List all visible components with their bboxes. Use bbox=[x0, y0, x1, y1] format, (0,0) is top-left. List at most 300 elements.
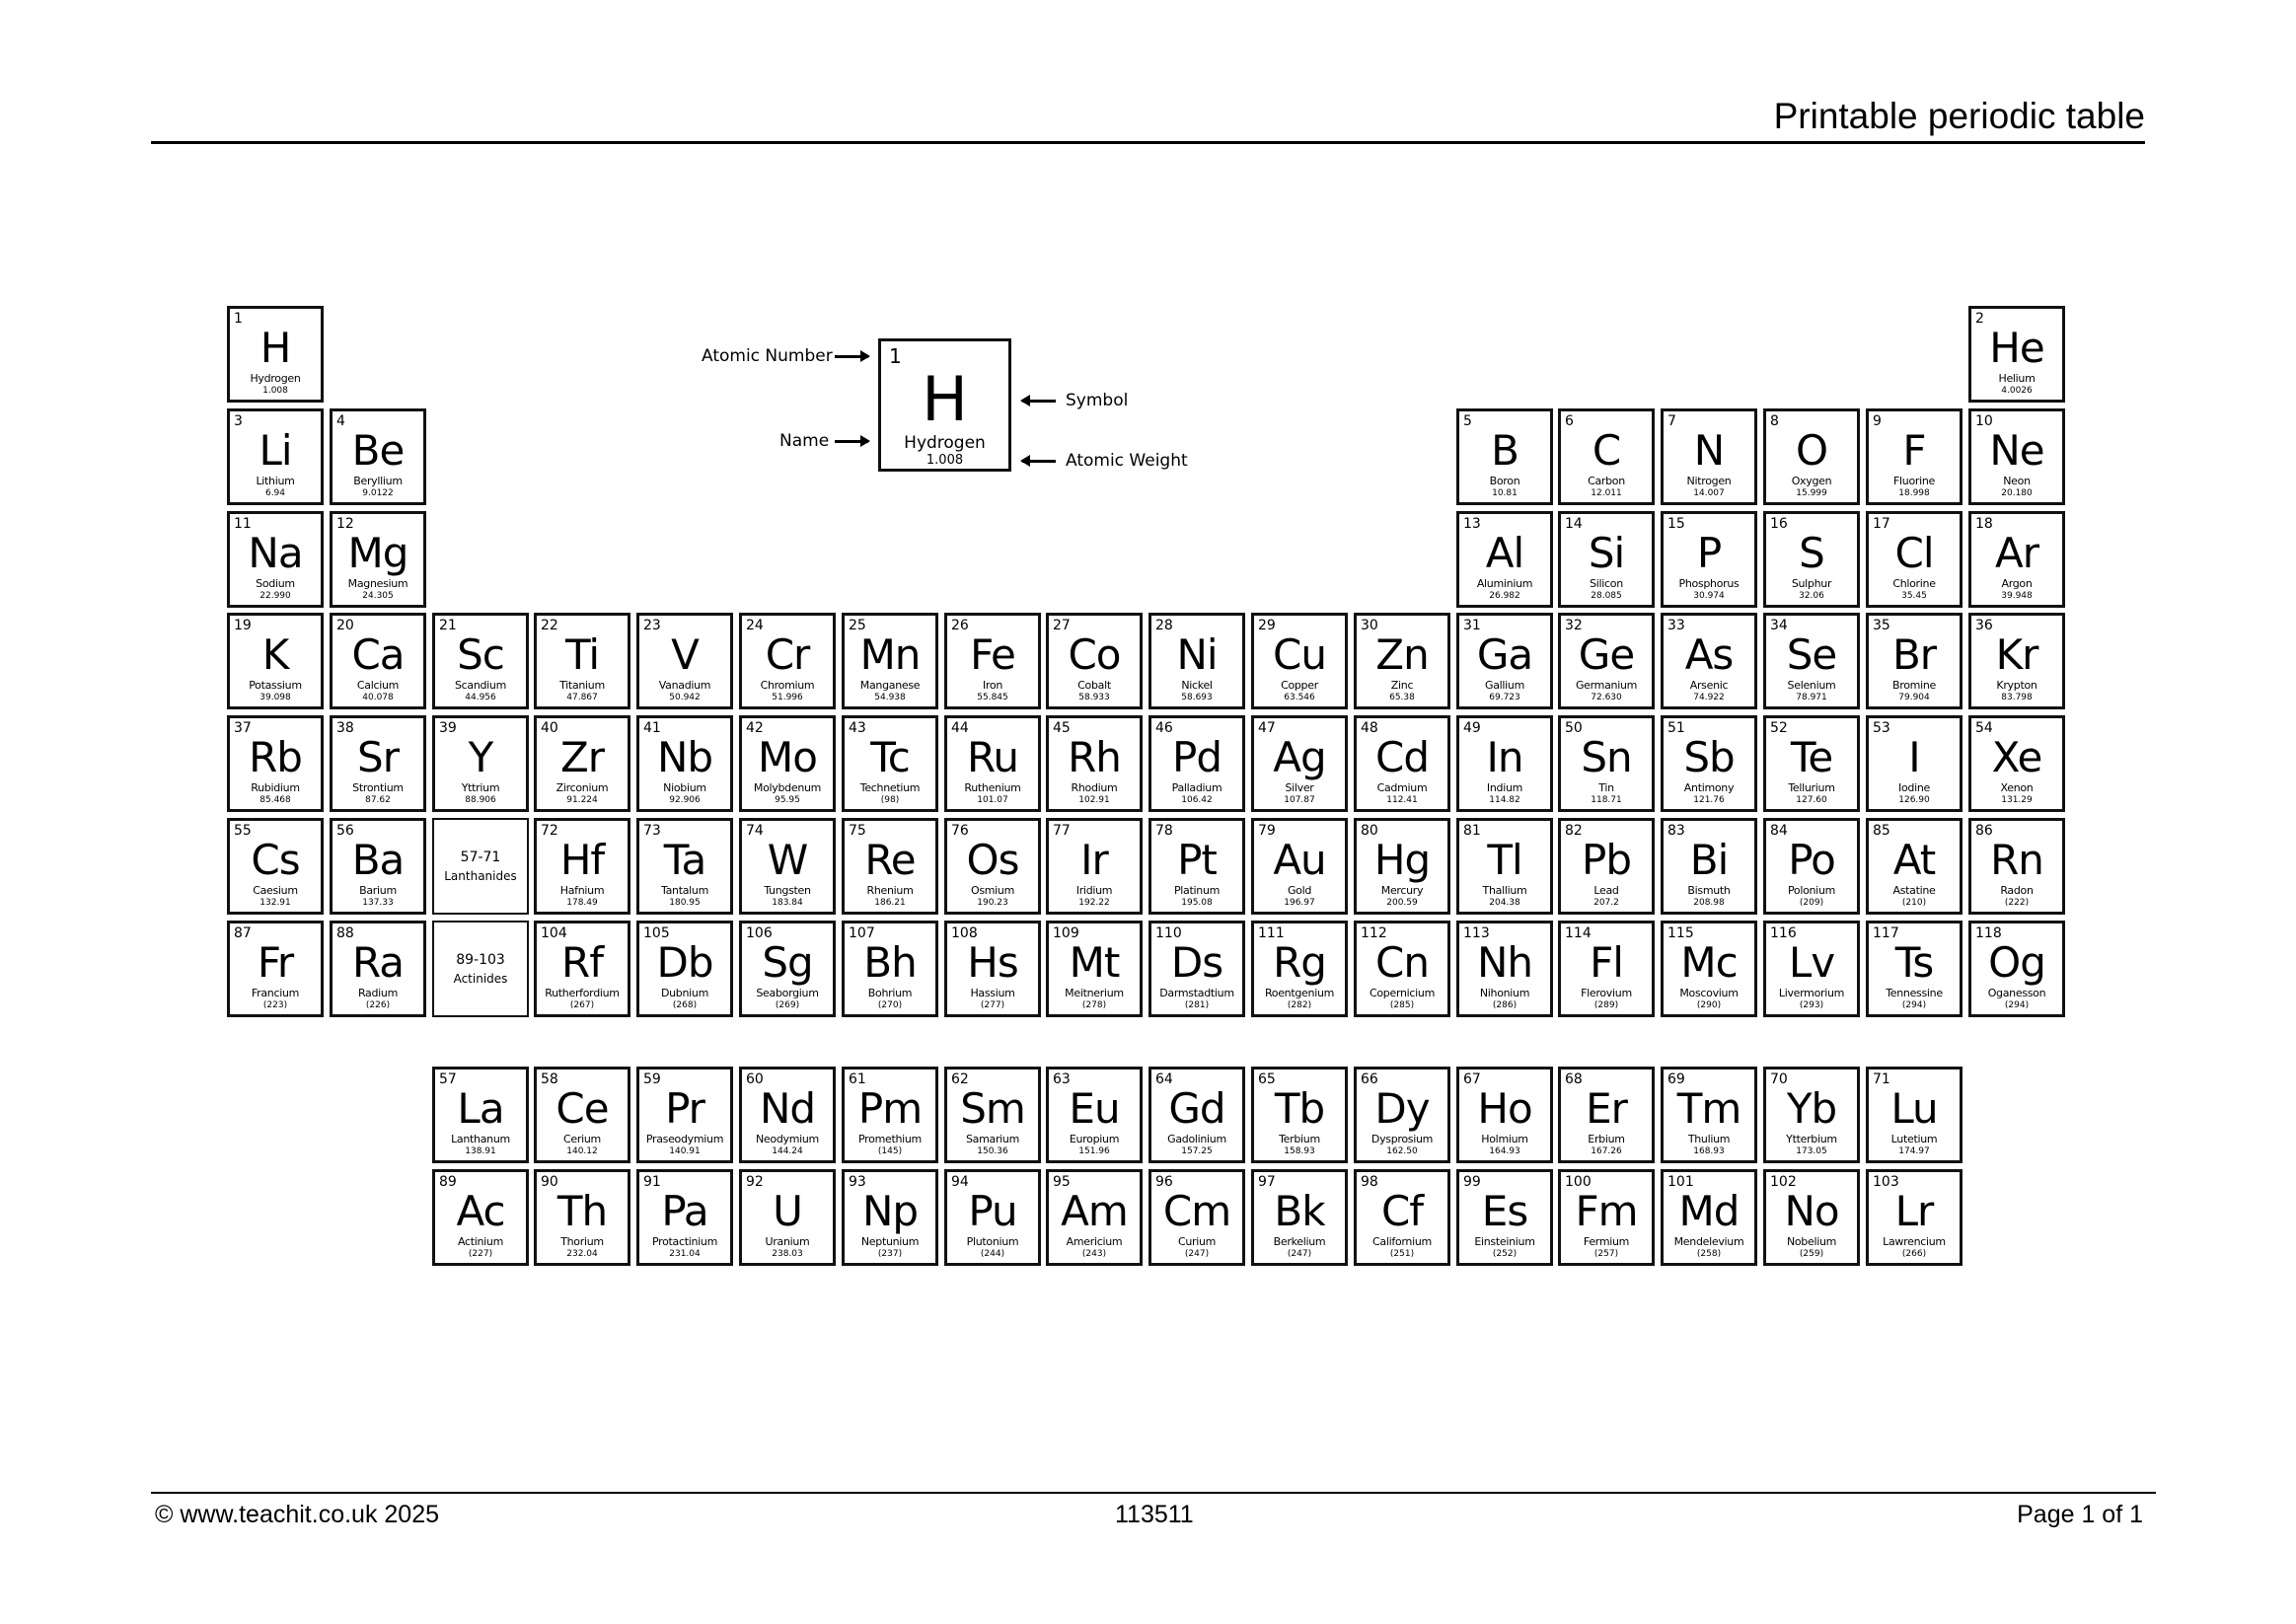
element-symbol: Kr bbox=[1995, 630, 2038, 679]
element-cell-mercury bbox=[1354, 818, 1450, 915]
atomic-weight: 65.38 bbox=[1389, 693, 1415, 702]
element-symbol: Bk bbox=[1274, 1187, 1325, 1235]
atomic-weight: (278) bbox=[1081, 1000, 1107, 1010]
element-symbol: Tl bbox=[1487, 836, 1522, 884]
element-name: Tantalum bbox=[660, 884, 708, 897]
atomic-weight: 183.84 bbox=[772, 898, 803, 908]
atomic-weight: 157.25 bbox=[1181, 1146, 1213, 1156]
element-cell-uranium bbox=[739, 1169, 836, 1266]
element-cell-ytterbium bbox=[1763, 1067, 1860, 1163]
atomic-number: 28 bbox=[1155, 618, 1173, 633]
atomic-number: 11 bbox=[234, 516, 252, 532]
element-name: Protactinium bbox=[651, 1235, 718, 1248]
element-symbol: Sc bbox=[457, 630, 504, 679]
element-symbol: Cf bbox=[1380, 1187, 1424, 1235]
element-cell-vanadium bbox=[636, 613, 733, 709]
atomic-weight: 44.956 bbox=[465, 693, 496, 702]
atomic-weight: 137.33 bbox=[362, 898, 394, 908]
legend-key-cell bbox=[878, 338, 1011, 472]
atomic-weight: 26.982 bbox=[1489, 591, 1520, 601]
atomic-number: 37 bbox=[234, 720, 252, 736]
element-symbol: Sn bbox=[1581, 733, 1632, 781]
element-symbol: Cn bbox=[1375, 938, 1429, 987]
element-symbol: Md bbox=[1678, 1187, 1740, 1235]
atomic-number: 46 bbox=[1155, 720, 1173, 736]
element-symbol: Ne bbox=[1989, 426, 2044, 475]
placeholder-label: Lanthanides bbox=[444, 869, 517, 883]
element-name: Lawrencium bbox=[1883, 1235, 1946, 1248]
element-cell-rutherfordium bbox=[534, 921, 630, 1017]
atomic-number: 49 bbox=[1463, 720, 1481, 736]
element-cell-darmstadtium bbox=[1148, 921, 1245, 1017]
atomic-weight: 91.224 bbox=[566, 795, 598, 805]
atomic-number: 96 bbox=[1155, 1174, 1173, 1190]
element-name: Mercury bbox=[1380, 884, 1424, 897]
atomic-weight: 78.971 bbox=[1796, 693, 1827, 702]
atomic-weight: 158.93 bbox=[1284, 1146, 1315, 1156]
element-symbol: Ar bbox=[1995, 529, 2038, 577]
atomic-number: 86 bbox=[1975, 823, 1993, 839]
element-name: Sodium bbox=[256, 577, 295, 590]
atomic-weight: 127.60 bbox=[1796, 795, 1827, 805]
element-name: Krypton bbox=[1996, 679, 2037, 692]
atomic-weight: (293) bbox=[1799, 1000, 1824, 1010]
element-cell-neon bbox=[1968, 408, 2065, 505]
atomic-weight: (266) bbox=[1901, 1249, 1927, 1259]
atomic-number: 104 bbox=[541, 925, 567, 941]
element-cell-argon bbox=[1968, 511, 2065, 608]
atomic-number: 113 bbox=[1463, 925, 1490, 941]
element-cell-tellurium bbox=[1763, 715, 1860, 812]
atomic-weight: 69.723 bbox=[1489, 693, 1520, 702]
atomic-number: 72 bbox=[541, 823, 558, 839]
element-cell-germanium bbox=[1558, 613, 1655, 709]
page-title: Printable periodic table bbox=[1773, 96, 2145, 136]
element-symbol: Ds bbox=[1170, 938, 1223, 987]
atomic-number: 59 bbox=[643, 1071, 661, 1087]
element-cell-silver bbox=[1251, 715, 1348, 812]
atomic-weight: 195.08 bbox=[1181, 898, 1213, 908]
atomic-number: 21 bbox=[439, 618, 457, 633]
atomic-number: 97 bbox=[1258, 1174, 1276, 1190]
element-cell-lutetium bbox=[1866, 1067, 1963, 1163]
header-divider bbox=[151, 141, 2145, 144]
atomic-number: 118 bbox=[1975, 925, 2002, 941]
element-name: Dubnium bbox=[660, 987, 709, 999]
element-cell-mendelevium bbox=[1661, 1169, 1757, 1266]
atomic-number: 20 bbox=[336, 618, 354, 633]
element-name: Plutonium bbox=[966, 1235, 1019, 1248]
atomic-weight: (257) bbox=[1593, 1249, 1619, 1259]
element-symbol: Sb bbox=[1683, 733, 1735, 781]
atomic-weight: 92.906 bbox=[669, 795, 701, 805]
atomic-weight: 32.06 bbox=[1799, 591, 1824, 601]
atomic-number: 53 bbox=[1873, 720, 1890, 736]
element-symbol: Lv bbox=[1788, 938, 1835, 987]
element-cell-nihonium bbox=[1456, 921, 1553, 1017]
atomic-weight: 58.693 bbox=[1181, 693, 1213, 702]
element-symbol: K bbox=[261, 630, 289, 679]
element-name: Radon bbox=[2000, 884, 2034, 897]
atomic-number: 8 bbox=[1770, 413, 1779, 429]
element-cell-americium bbox=[1046, 1169, 1143, 1266]
atomic-weight: (294) bbox=[1901, 1000, 1927, 1010]
atomic-weight: 144.24 bbox=[772, 1146, 803, 1156]
atomic-weight: 190.23 bbox=[977, 898, 1008, 908]
footer-divider bbox=[151, 1492, 2156, 1494]
atomic-number: 25 bbox=[849, 618, 866, 633]
atomic-number: 35 bbox=[1873, 618, 1890, 633]
atomic-number: 107 bbox=[849, 925, 875, 941]
atomic-weight: 126.90 bbox=[1898, 795, 1930, 805]
atomic-number: 116 bbox=[1770, 925, 1797, 941]
element-symbol: Mc bbox=[1680, 938, 1738, 987]
element-name: Xenon bbox=[2000, 781, 2034, 794]
atomic-number: 81 bbox=[1463, 823, 1481, 839]
atomic-number: 5 bbox=[1463, 413, 1472, 429]
element-cell-palladium bbox=[1148, 715, 1245, 812]
element-cell-praseodymium bbox=[636, 1067, 733, 1163]
element-symbol: Cr bbox=[765, 630, 810, 679]
element-symbol: He bbox=[1989, 324, 2044, 372]
element-name: Terbium bbox=[1279, 1133, 1320, 1145]
element-name: Francium bbox=[251, 987, 300, 999]
atomic-number: 63 bbox=[1053, 1071, 1071, 1087]
atomic-weight: 238.03 bbox=[772, 1249, 803, 1259]
atomic-number: 27 bbox=[1053, 618, 1071, 633]
atomic-number: 32 bbox=[1565, 618, 1583, 633]
element-name: Phosphorus bbox=[1678, 577, 1740, 590]
element-cell-molybdenum bbox=[739, 715, 836, 812]
atomic-number: 18 bbox=[1975, 516, 1993, 532]
atomic-weight: 196.97 bbox=[1284, 898, 1315, 908]
element-cell-rhodium bbox=[1046, 715, 1143, 812]
element-name: Gallium bbox=[1484, 679, 1525, 692]
element-cell-osmium bbox=[944, 818, 1041, 915]
atomic-number: 54 bbox=[1975, 720, 1993, 736]
atomic-number: 31 bbox=[1463, 618, 1481, 633]
atomic-number: 57 bbox=[439, 1071, 457, 1087]
atomic-weight: 74.922 bbox=[1693, 693, 1725, 702]
element-name: Osmium bbox=[970, 884, 1015, 897]
element-name: Titanium bbox=[559, 679, 605, 692]
atomic-number: 62 bbox=[951, 1071, 969, 1087]
element-name: Caesium bbox=[253, 884, 298, 897]
element-symbol: Ts bbox=[1894, 938, 1934, 987]
element-symbol: Fe bbox=[970, 630, 1015, 679]
element-symbol: Ca bbox=[351, 630, 405, 679]
atomic-weight: 72.630 bbox=[1591, 693, 1622, 702]
atomic-weight: (223) bbox=[262, 1000, 288, 1010]
element-symbol: Ge bbox=[1578, 630, 1635, 679]
atomic-weight: (227) bbox=[468, 1249, 493, 1259]
atomic-weight: 55.845 bbox=[977, 693, 1008, 702]
element-cell-lawrencium bbox=[1866, 1169, 1963, 1266]
element-symbol: Sg bbox=[762, 938, 813, 987]
element-name: Cadmium bbox=[1376, 781, 1428, 794]
element-symbol: At bbox=[1892, 836, 1936, 884]
element-symbol: Os bbox=[966, 836, 1019, 884]
element-cell-potassium bbox=[227, 613, 324, 709]
atomic-number: 16 bbox=[1770, 516, 1788, 532]
element-name: Scandium bbox=[454, 679, 507, 692]
element-name: Nickel bbox=[1181, 679, 1213, 692]
atomic-weight: 95.95 bbox=[775, 795, 800, 805]
left-arrow-icon bbox=[1022, 400, 1056, 403]
element-symbol: Tc bbox=[870, 733, 910, 781]
atomic-number: 71 bbox=[1873, 1071, 1890, 1087]
element-name: Platinum bbox=[1173, 884, 1221, 897]
atomic-weight: (285) bbox=[1389, 1000, 1415, 1010]
key-label-name: Name bbox=[779, 431, 830, 451]
element-symbol: C bbox=[1592, 426, 1621, 475]
atomic-number: 102 bbox=[1770, 1174, 1797, 1190]
atomic-number: 2 bbox=[1975, 311, 1984, 327]
atomic-weight: 40.078 bbox=[362, 693, 394, 702]
placeholder-range: 89-103 bbox=[456, 952, 505, 968]
key-atomic-number: 1 bbox=[889, 344, 902, 368]
element-name: Bromine bbox=[1892, 679, 1936, 692]
element-name: Neptunium bbox=[860, 1235, 920, 1248]
element-symbol: Es bbox=[1481, 1187, 1528, 1235]
atomic-weight: 9.0122 bbox=[362, 488, 394, 498]
element-cell-iridium bbox=[1046, 818, 1143, 915]
element-cell-copernicium bbox=[1354, 921, 1450, 1017]
element-symbol: Be bbox=[351, 426, 405, 475]
element-name: Barium bbox=[359, 884, 397, 897]
element-name: Berkelium bbox=[1273, 1235, 1326, 1248]
atomic-number: 66 bbox=[1361, 1071, 1378, 1087]
element-name: Erbium bbox=[1588, 1133, 1625, 1145]
element-symbol: B bbox=[1491, 426, 1518, 475]
element-symbol: Zn bbox=[1375, 630, 1429, 679]
atomic-number: 117 bbox=[1873, 925, 1899, 941]
atomic-number: 84 bbox=[1770, 823, 1788, 839]
atomic-weight: 204.38 bbox=[1489, 898, 1520, 908]
element-symbol: Fr bbox=[257, 938, 294, 987]
atomic-weight: 232.04 bbox=[566, 1249, 598, 1259]
element-name: Thorium bbox=[560, 1235, 604, 1248]
element-symbol: Pt bbox=[1177, 836, 1217, 884]
atomic-number: 89 bbox=[439, 1174, 457, 1190]
element-symbol: Tb bbox=[1274, 1084, 1325, 1133]
atomic-weight: (281) bbox=[1184, 1000, 1210, 1010]
element-cell-roentgenium bbox=[1251, 921, 1348, 1017]
atomic-weight: (294) bbox=[2004, 1000, 2030, 1010]
atomic-number: 99 bbox=[1463, 1174, 1481, 1190]
element-symbol: N bbox=[1693, 426, 1725, 475]
element-symbol: Te bbox=[1790, 733, 1833, 781]
element-cell-oxygen bbox=[1763, 408, 1860, 505]
atomic-weight: 54.938 bbox=[874, 693, 906, 702]
element-cell-zinc bbox=[1354, 613, 1450, 709]
element-cell-hafnium bbox=[534, 818, 630, 915]
element-symbol: Rg bbox=[1273, 938, 1326, 987]
element-name: Bismuth bbox=[1687, 884, 1731, 897]
element-name: Niobium bbox=[663, 781, 706, 794]
element-cell-dubnium bbox=[636, 921, 733, 1017]
element-cell-plutonium bbox=[944, 1169, 1041, 1266]
atomic-weight: 58.933 bbox=[1078, 693, 1110, 702]
atomic-weight: 114.82 bbox=[1489, 795, 1520, 805]
element-cell-cerium bbox=[534, 1067, 630, 1163]
element-symbol: Og bbox=[1988, 938, 2045, 987]
atomic-number: 13 bbox=[1463, 516, 1481, 532]
element-name: Tungsten bbox=[764, 884, 811, 897]
atomic-weight: 10.81 bbox=[1492, 488, 1518, 498]
atomic-weight: (209) bbox=[1799, 898, 1824, 908]
element-symbol: Hf bbox=[559, 836, 605, 884]
element-name: Manganese bbox=[859, 679, 921, 692]
atomic-weight: 22.990 bbox=[259, 591, 291, 601]
element-symbol: No bbox=[1784, 1187, 1839, 1235]
atomic-weight: 28.085 bbox=[1591, 591, 1622, 601]
element-cell-zirconium bbox=[534, 715, 630, 812]
element-name: Chlorine bbox=[1892, 577, 1936, 590]
element-symbol: Rh bbox=[1068, 733, 1121, 781]
atomic-weight: (251) bbox=[1389, 1249, 1415, 1259]
footer-copyright: © www.teachit.co.uk 2025 bbox=[155, 1501, 440, 1528]
atomic-number: 77 bbox=[1053, 823, 1071, 839]
element-symbol: Am bbox=[1061, 1187, 1128, 1235]
atomic-number: 23 bbox=[643, 618, 661, 633]
atomic-number: 69 bbox=[1667, 1071, 1685, 1087]
element-symbol: Ru bbox=[967, 733, 1018, 781]
atomic-weight: (290) bbox=[1696, 1000, 1722, 1010]
element-cell-nobelium bbox=[1763, 1169, 1860, 1266]
element-name: Holmium bbox=[1481, 1133, 1528, 1145]
element-symbol: Np bbox=[861, 1187, 919, 1235]
atomic-weight: (222) bbox=[2004, 898, 2030, 908]
atomic-number: 114 bbox=[1565, 925, 1592, 941]
atomic-number: 76 bbox=[951, 823, 969, 839]
atomic-weight: 121.76 bbox=[1693, 795, 1725, 805]
atomic-weight: (237) bbox=[877, 1249, 903, 1259]
atomic-number: 100 bbox=[1565, 1174, 1592, 1190]
right-arrow-icon bbox=[835, 440, 868, 443]
atomic-number: 48 bbox=[1361, 720, 1378, 736]
element-cell-rhenium bbox=[842, 818, 938, 915]
element-symbol: Pu bbox=[968, 1187, 1017, 1235]
element-name: Arsenic bbox=[1689, 679, 1729, 692]
element-symbol: Nh bbox=[1476, 938, 1533, 987]
atomic-weight: 12.011 bbox=[1591, 488, 1622, 498]
element-cell-gold bbox=[1251, 818, 1348, 915]
atomic-weight: 140.12 bbox=[566, 1146, 598, 1156]
element-symbol: Nd bbox=[759, 1084, 816, 1133]
element-symbol: Rn bbox=[1990, 836, 2043, 884]
atomic-number: 44 bbox=[951, 720, 969, 736]
element-cell-bromine bbox=[1866, 613, 1963, 709]
element-name: Seaborgium bbox=[756, 987, 819, 999]
element-cell-copper bbox=[1251, 613, 1348, 709]
atomic-number: 36 bbox=[1975, 618, 1993, 633]
element-cell-sodium bbox=[227, 511, 324, 608]
element-name: Europium bbox=[1069, 1133, 1120, 1145]
element-name: Mendelevium bbox=[1673, 1235, 1744, 1248]
footer-page-number: Page 1 of 1 bbox=[2017, 1501, 2143, 1528]
atomic-number: 98 bbox=[1361, 1174, 1378, 1190]
element-cell-radon bbox=[1968, 818, 2065, 915]
element-cell-calcium bbox=[330, 613, 426, 709]
element-symbol: Sm bbox=[960, 1084, 1025, 1133]
atomic-number: 82 bbox=[1565, 823, 1583, 839]
element-symbol: Po bbox=[1788, 836, 1835, 884]
atomic-weight: 112.41 bbox=[1386, 795, 1418, 805]
element-symbol: Mt bbox=[1069, 938, 1120, 987]
element-symbol: W bbox=[767, 836, 808, 884]
element-name: Potassium bbox=[249, 679, 302, 692]
atomic-number: 74 bbox=[746, 823, 764, 839]
element-cell-actinium bbox=[432, 1169, 529, 1266]
element-name: Silicon bbox=[1590, 577, 1623, 590]
element-symbol: Al bbox=[1485, 529, 1524, 577]
element-cell-samarium bbox=[944, 1067, 1041, 1163]
element-symbol: Y bbox=[468, 733, 493, 781]
atomic-weight: 85.468 bbox=[259, 795, 291, 805]
element-cell-fluorine bbox=[1866, 408, 1963, 505]
element-name: Uranium bbox=[765, 1235, 810, 1248]
atomic-number: 14 bbox=[1565, 516, 1583, 532]
element-symbol: Au bbox=[1273, 836, 1326, 884]
element-name: Einsteinium bbox=[1474, 1235, 1535, 1248]
placeholder-cell-lanthanides bbox=[432, 818, 529, 915]
key-weight: 1.008 bbox=[926, 453, 964, 468]
element-symbol: F bbox=[1902, 426, 1926, 475]
atomic-number: 101 bbox=[1667, 1174, 1694, 1190]
atomic-number: 24 bbox=[746, 618, 764, 633]
element-name: Zirconium bbox=[555, 781, 609, 794]
atomic-number: 60 bbox=[746, 1071, 764, 1087]
atomic-number: 56 bbox=[336, 823, 354, 839]
element-name: Promethium bbox=[858, 1133, 922, 1145]
element-name: Nihonium bbox=[1479, 987, 1530, 999]
element-name: Vanadium bbox=[658, 679, 711, 692]
element-cell-promethium bbox=[842, 1067, 938, 1163]
atomic-weight: 88.906 bbox=[465, 795, 496, 805]
element-cell-oganesson bbox=[1968, 921, 2065, 1017]
atomic-number: 15 bbox=[1667, 516, 1685, 532]
atomic-weight: 101.07 bbox=[977, 795, 1008, 805]
atomic-weight: 20.180 bbox=[2001, 488, 2033, 498]
atomic-weight: 63.546 bbox=[1284, 693, 1315, 702]
element-symbol: Ac bbox=[456, 1187, 505, 1235]
element-name: Rhodium bbox=[1071, 781, 1118, 794]
atomic-weight: 51.996 bbox=[772, 693, 803, 702]
atomic-weight: (258) bbox=[1696, 1249, 1722, 1259]
atomic-weight: 140.91 bbox=[669, 1146, 701, 1156]
atomic-number: 34 bbox=[1770, 618, 1788, 633]
atomic-weight: 138.91 bbox=[465, 1146, 496, 1156]
atomic-number: 3 bbox=[234, 413, 243, 429]
element-cell-livermorium bbox=[1763, 921, 1860, 1017]
element-name: Iron bbox=[982, 679, 1003, 692]
element-cell-magnesium bbox=[330, 511, 426, 608]
element-symbol: Lr bbox=[1894, 1187, 1934, 1235]
element-cell-europium bbox=[1046, 1067, 1143, 1163]
element-name: Neon bbox=[2003, 475, 2031, 487]
element-name: Moscovium bbox=[1679, 987, 1739, 999]
element-name: Chromium bbox=[760, 679, 815, 692]
element-name: Samarium bbox=[965, 1133, 1020, 1145]
element-cell-iron bbox=[944, 613, 1041, 709]
atomic-weight: 180.95 bbox=[669, 898, 701, 908]
atomic-number: 75 bbox=[849, 823, 866, 839]
element-cell-indium bbox=[1456, 715, 1553, 812]
element-name: Argon bbox=[2001, 577, 2033, 590]
atomic-weight: (252) bbox=[1492, 1249, 1518, 1259]
element-cell-tungsten bbox=[739, 818, 836, 915]
